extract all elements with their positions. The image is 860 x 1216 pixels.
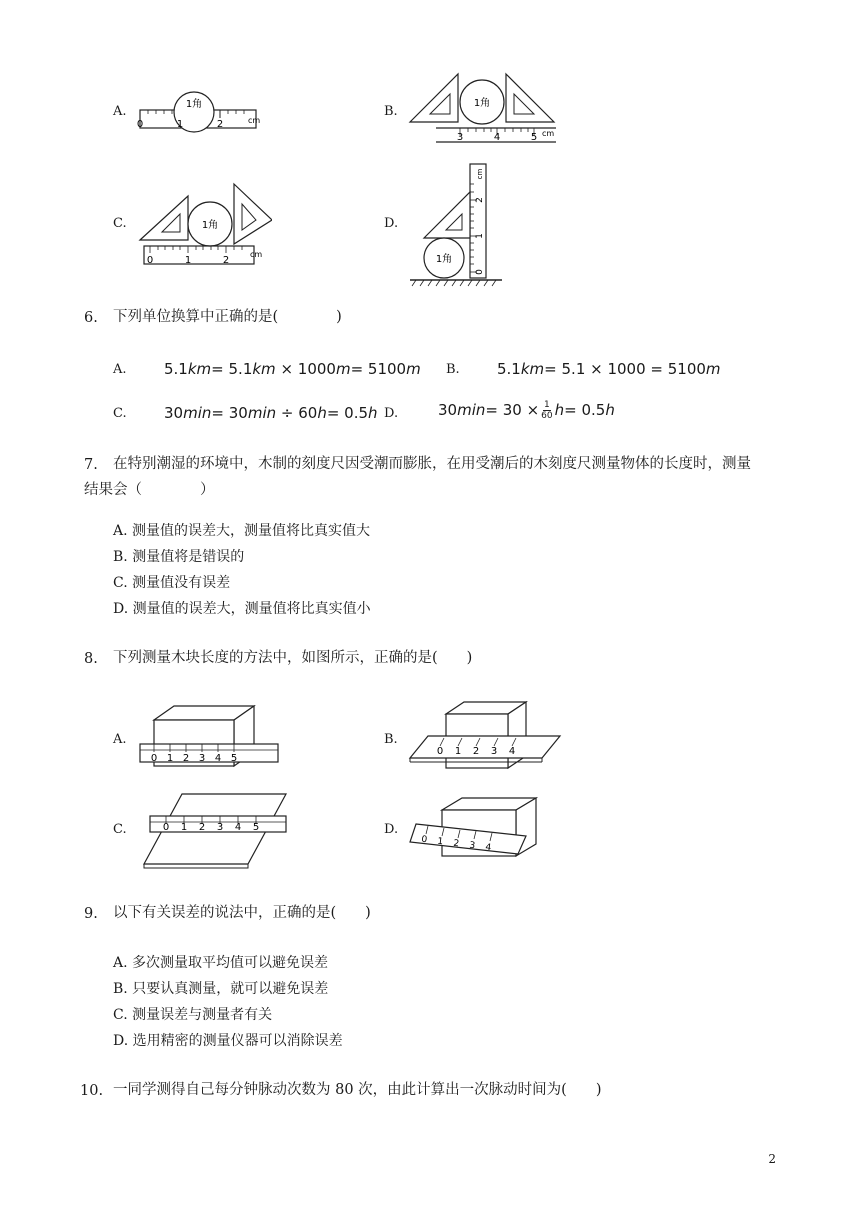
- q9-choice-d[interactable]: D. 选用精密的测量仪器可以消除误差: [113, 1033, 343, 1049]
- q7-choice-a[interactable]: A. 测量值的误差大，测量值将比真实值大: [113, 523, 371, 539]
- tick-label: 5: [252, 822, 260, 833]
- q7-choice-b[interactable]: B. 测量值将是错误的: [113, 549, 245, 565]
- coin-label: 1角: [201, 220, 219, 231]
- page-number: 2: [768, 1152, 776, 1166]
- q7-choice-d[interactable]: D. 测量值的误差大，测量值将比真实值小: [113, 601, 371, 617]
- tick-label: 0: [150, 753, 158, 764]
- tick-label: 5: [530, 132, 538, 143]
- q6-option-d-formula: 30min= 30 × $\frac{1}{60}$ h= 0.5h: [438, 400, 615, 421]
- q10-number: 10.: [80, 1083, 104, 1099]
- tick-label: 2: [472, 746, 480, 757]
- tick-label: 3: [198, 753, 206, 764]
- q8-figure-a: [136, 700, 282, 774]
- q7-choice-c[interactable]: C. 测量值没有误差: [113, 575, 231, 591]
- q5-figure-d: [406, 160, 506, 288]
- tick-label: 0: [420, 834, 428, 846]
- coin-label: 1角: [435, 254, 453, 265]
- q9-choice-b[interactable]: B. 只要认真测量，就可以避免误差: [113, 981, 329, 997]
- q8-figure-b: [406, 696, 562, 776]
- tick-label: 3: [216, 822, 224, 833]
- tick-label: 2: [475, 197, 485, 203]
- q6-number: 6.: [84, 310, 98, 326]
- tick-label: 0: [146, 255, 154, 266]
- q5-figure-b: [406, 72, 562, 150]
- q8-option-c-label: C.: [113, 822, 127, 837]
- tick-label: 1: [436, 836, 444, 848]
- tick-label: 1: [176, 119, 184, 130]
- tick-label: 1: [166, 753, 174, 764]
- q5-option-d-label: D.: [384, 216, 399, 231]
- tick-label: 3: [468, 840, 476, 852]
- q5-figure-c: [136, 180, 272, 270]
- tick-label: 4: [484, 842, 492, 854]
- q7-stem-line1: 在特别潮湿的环境中，木制的刻度尺因受潮而膨胀，在用受潮后的木刻度尺测量物体的长度时，测量: [113, 456, 751, 472]
- q6-stem: 下列单位换算中正确的是( ): [113, 309, 342, 325]
- q9-choice-a[interactable]: A. 多次测量取平均值可以避免误差: [113, 955, 329, 971]
- q8-option-a-label: A.: [113, 732, 127, 747]
- tick-label: 5: [230, 753, 238, 764]
- q6-option-d-label: D.: [384, 406, 399, 421]
- tick-label: 1: [180, 822, 188, 833]
- q5-option-c-label: C.: [113, 216, 127, 231]
- tick-label: 0: [136, 119, 144, 130]
- q9-choice-c[interactable]: C. 测量误差与测量者有关: [113, 1007, 273, 1023]
- tick-label: 1: [184, 255, 192, 266]
- tick-label: 2: [182, 753, 190, 764]
- q8-figure-d: [406, 796, 546, 862]
- q8-figure-c: [136, 790, 296, 870]
- q7-stem-line2: 结果会（ ）: [84, 482, 215, 498]
- q6-option-b-label: B.: [446, 362, 460, 377]
- tick-label: 0: [436, 746, 444, 757]
- q5-figure-a: [136, 86, 266, 136]
- coin-label: 1角: [473, 98, 491, 109]
- tick-label: 4: [214, 753, 222, 764]
- q7-number: 7.: [84, 457, 98, 473]
- q6-option-b-formula: 5.1km= 5.1 × 1000 = 5100m: [497, 360, 721, 378]
- tick-label: 0: [162, 822, 170, 833]
- tick-label: 2: [198, 822, 206, 833]
- unit-label: cm: [542, 129, 555, 138]
- q10-stem: 一同学测得自己每分钟脉动次数为 80 次，由此计算出一次脉动时间为( ): [113, 1082, 602, 1098]
- tick-label: 3: [490, 746, 498, 757]
- q5-option-a-label: A.: [113, 104, 127, 119]
- coin-label: 1角: [185, 99, 203, 110]
- q9-number: 9.: [84, 906, 98, 922]
- q8-option-d-label: D.: [384, 822, 399, 837]
- q9-stem: 以下有关误差的说法中，正确的是( ): [113, 905, 371, 921]
- q8-number: 8.: [84, 651, 98, 667]
- unit-label: cm: [248, 116, 261, 125]
- tick-label: 4: [234, 822, 242, 833]
- tick-label: 4: [493, 132, 501, 143]
- q8-option-b-label: B.: [384, 732, 398, 747]
- q6-option-c-formula: 30min= 30min ÷ 60h= 0.5h: [164, 404, 378, 422]
- q6-option-c-label: C.: [113, 406, 127, 421]
- tick-label: 2: [216, 119, 224, 130]
- q5-option-b-label: B.: [384, 104, 398, 119]
- tick-label: 1: [454, 746, 462, 757]
- tick-label: 0: [475, 269, 485, 275]
- tick-label: 1: [475, 233, 485, 239]
- q8-stem: 下列测量木块长度的方法中，如图所示，正确的是( ): [113, 650, 473, 666]
- unit-label: cm: [476, 168, 484, 180]
- tick-label: 2: [222, 255, 230, 266]
- unit-label: cm: [250, 250, 263, 259]
- tick-label: 3: [456, 132, 464, 143]
- q6-option-a-formula: 5.1km= 5.1km × 1000m= 5100m: [164, 360, 421, 378]
- tick-label: 4: [508, 746, 516, 757]
- q6-option-a-label: A.: [113, 362, 127, 377]
- tick-label: 2: [452, 838, 460, 850]
